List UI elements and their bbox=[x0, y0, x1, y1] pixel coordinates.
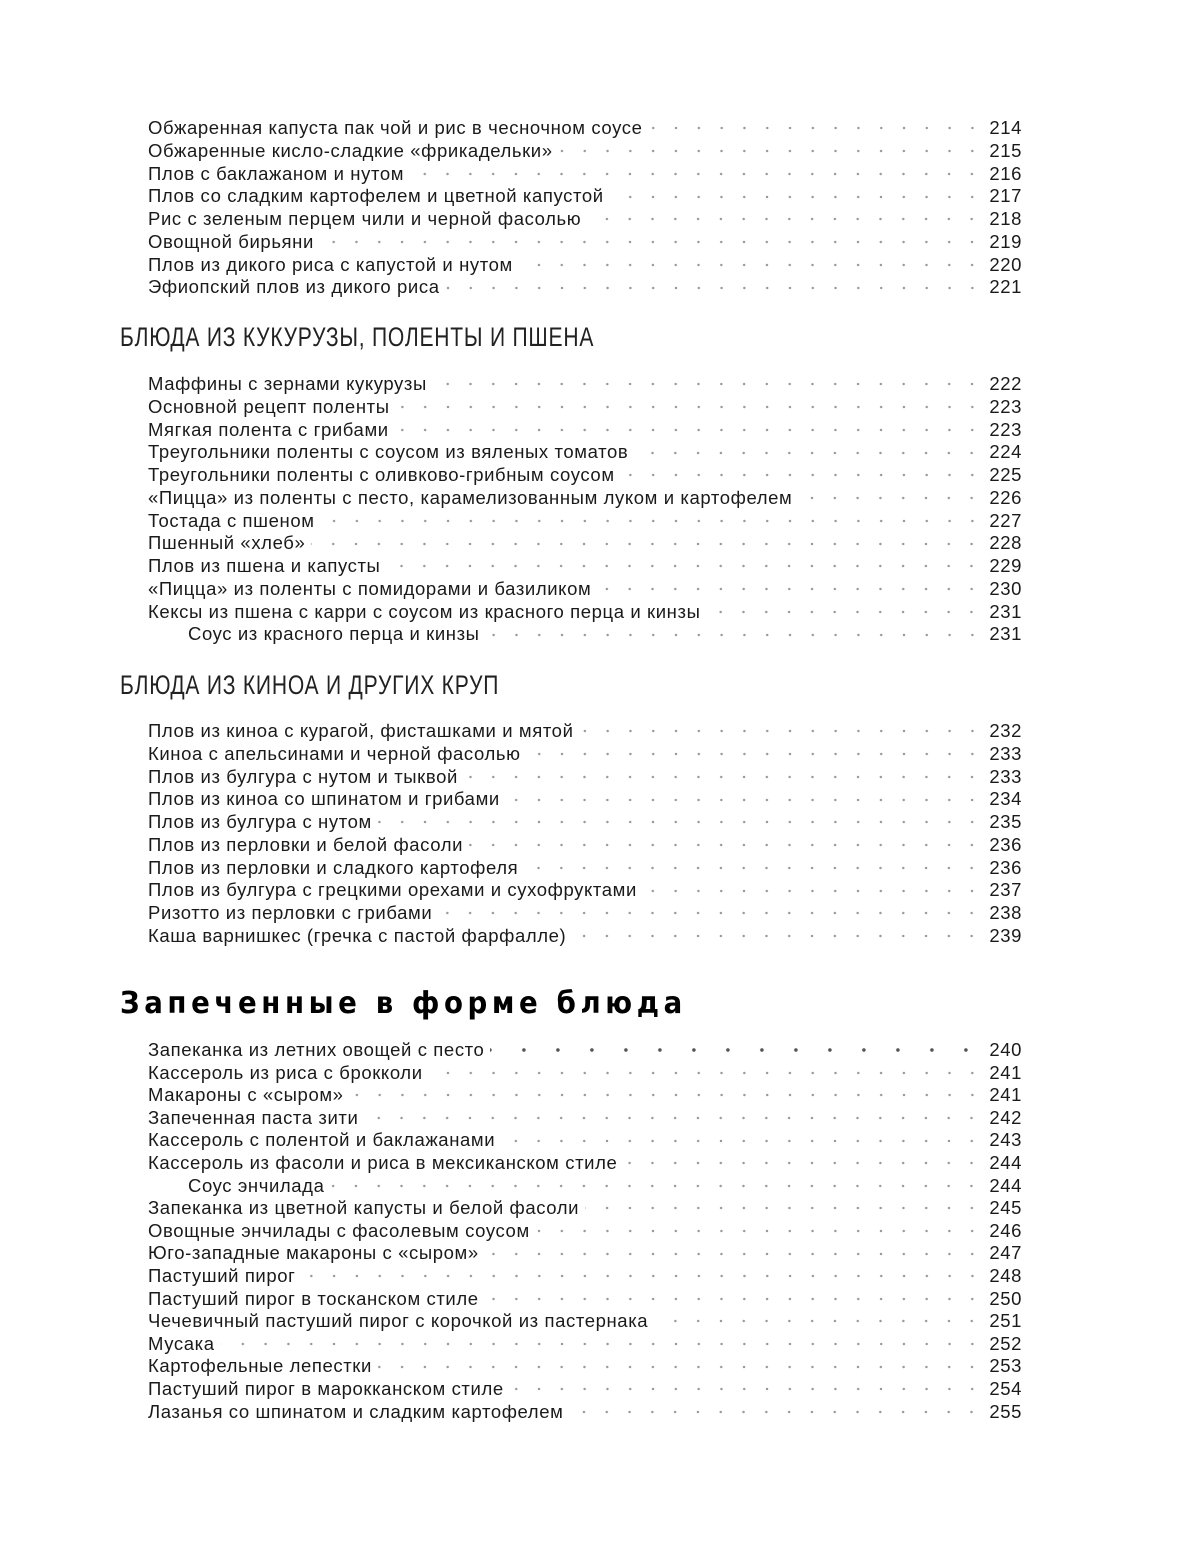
entry-page-number: 245 bbox=[989, 1197, 1022, 1219]
entry-title: Плов со сладким картофелем и цветной капустой bbox=[148, 185, 604, 207]
entry-page-number: 225 bbox=[989, 464, 1022, 485]
entry-page-number: 219 bbox=[989, 230, 1022, 252]
dot-leader bbox=[510, 1386, 984, 1392]
entry-title: Кассероль из риса с брокколи bbox=[148, 1061, 423, 1083]
toc-entry bbox=[148, 140, 1022, 163]
entry-title: Плов из киноа со шпинатом и грибами bbox=[148, 788, 500, 810]
entry-page-number: 251 bbox=[989, 1310, 1022, 1332]
toc-list-quinoa bbox=[148, 720, 1022, 948]
toc-subentry bbox=[148, 1175, 1022, 1198]
toc-entry bbox=[148, 1378, 1022, 1401]
entry-page-number: 244 bbox=[989, 1151, 1022, 1173]
entry-page-number: 234 bbox=[989, 788, 1022, 810]
entry-page-number: 247 bbox=[989, 1242, 1022, 1264]
entry-page-number: 254 bbox=[989, 1377, 1022, 1399]
chapter-heading-baked: Запеченные в форме блюда bbox=[120, 986, 687, 1021]
entry-title: Запеченная паста зити bbox=[148, 1106, 359, 1128]
toc-entry bbox=[148, 487, 1022, 510]
entry-title: Тостада с пшеном bbox=[148, 509, 315, 531]
entry-page-number: 231 bbox=[989, 600, 1022, 622]
entry-title: Основной рецепт поленты bbox=[148, 395, 390, 417]
entry-title: Кексы из пшена с карри с соусом из красного перца и кинзы bbox=[148, 600, 701, 622]
dot-leader bbox=[320, 239, 983, 245]
toc-entry bbox=[148, 441, 1022, 464]
entry-page-number: 236 bbox=[989, 833, 1022, 855]
entry-page-number: 240 bbox=[989, 1039, 1022, 1060]
entry-page-number: 236 bbox=[989, 856, 1022, 878]
entry-title: Рис с зеленым перцем чили и черной фасолью bbox=[148, 208, 582, 229]
dot-leader bbox=[527, 751, 984, 757]
section-heading-quinoa: БЛЮДА ИЗ КИНОА И ДРУГИХ КРУП bbox=[120, 670, 500, 700]
dot-leader bbox=[621, 472, 984, 478]
toc-entry bbox=[148, 555, 1022, 578]
dot-leader bbox=[610, 194, 984, 200]
entry-title: Соус энчилада bbox=[188, 1174, 325, 1196]
dot-leader bbox=[706, 609, 983, 615]
entry-title: «Пицца» из поленты с помидорами и базиликом bbox=[148, 577, 592, 599]
entry-title: Соус из красного перца и кинзы bbox=[188, 623, 480, 645]
entry-title: Чечевичный пастуший пирог с корочкой из пастернака bbox=[148, 1310, 649, 1332]
entry-title: Пастуший пирог в тосканском стиле bbox=[148, 1287, 479, 1309]
dot-leader bbox=[350, 1092, 984, 1098]
dot-leader bbox=[438, 910, 983, 916]
dot-leader bbox=[580, 728, 984, 734]
dot-leader bbox=[649, 125, 984, 131]
entry-page-number: 238 bbox=[989, 902, 1022, 923]
entry-page-number: 250 bbox=[989, 1287, 1022, 1309]
entry-title: Плов из булгура с нутом bbox=[148, 811, 372, 832]
entry-title: Треугольники поленты с оливково-грибным соусом bbox=[148, 464, 615, 485]
dot-leader bbox=[221, 1341, 984, 1347]
toc-entry bbox=[148, 1220, 1022, 1243]
dot-leader bbox=[386, 563, 983, 569]
entry-page-number: 216 bbox=[989, 162, 1022, 184]
dot-leader bbox=[395, 427, 984, 433]
entry-title: Запеканка из цветной капусты и белой фасоли bbox=[148, 1197, 580, 1219]
dot-leader bbox=[378, 1364, 983, 1370]
toc-entry bbox=[148, 231, 1022, 254]
entry-page-number: 235 bbox=[989, 811, 1022, 832]
entry-page-number: 233 bbox=[989, 765, 1022, 787]
toc-entry bbox=[148, 1310, 1022, 1333]
toc-entry bbox=[148, 117, 1022, 140]
entry-title: Овощной бирьяни bbox=[148, 230, 314, 252]
entry-title: Кассероль из фасоли и риса в мексиканском стиле bbox=[148, 1151, 618, 1173]
toc-entry bbox=[148, 902, 1022, 925]
entry-title: Пастуший пирог в марокканском стиле bbox=[148, 1377, 504, 1399]
toc-entry bbox=[148, 925, 1022, 948]
entry-title: Эфиопский плов из дикого риса bbox=[148, 276, 440, 298]
entry-page-number: 215 bbox=[989, 139, 1022, 161]
entry-title: Макароны с «сыром» bbox=[148, 1084, 344, 1106]
dot-leader bbox=[597, 586, 983, 592]
entry-title: Ризотто из перловки с грибами bbox=[148, 902, 433, 923]
entry-page-number: 237 bbox=[989, 879, 1022, 901]
dot-leader bbox=[330, 1183, 983, 1189]
entry-title: Киноа с апельсинами и черной фасолью bbox=[148, 742, 521, 764]
entry-title: Плов из перловки и белой фасоли bbox=[148, 833, 464, 855]
toc-entry bbox=[148, 254, 1022, 277]
entry-page-number: 232 bbox=[989, 720, 1022, 741]
entry-title: Пшенный «хлеб» bbox=[148, 532, 306, 554]
entry-title: Запеканка из летних овощей с песто bbox=[148, 1039, 485, 1060]
entry-title: Картофельные лепестки bbox=[148, 1355, 372, 1377]
entry-page-number: 252 bbox=[989, 1332, 1022, 1354]
toc-entry bbox=[148, 834, 1022, 857]
toc-entry bbox=[148, 1401, 1022, 1424]
toc-entry bbox=[148, 857, 1022, 880]
dot-leader bbox=[469, 842, 983, 848]
toc-list-baked bbox=[148, 1039, 1022, 1423]
toc-entry bbox=[148, 1265, 1022, 1288]
dot-leader bbox=[559, 148, 984, 154]
toc-entry bbox=[148, 1152, 1022, 1175]
dot-leader bbox=[634, 450, 983, 456]
entry-page-number: 218 bbox=[989, 208, 1022, 229]
entry-page-number: 239 bbox=[989, 924, 1022, 946]
toc-entry bbox=[148, 1039, 1022, 1062]
entry-title: Кассероль с полентой и баклажанами bbox=[148, 1129, 496, 1151]
entry-title: Плов с баклажаном и нутом bbox=[148, 162, 405, 184]
dot-leader bbox=[587, 216, 983, 222]
section-heading-corn: БЛЮДА ИЗ КУКУРУЗЫ, ПОЛЕНТЫ И ПШЕНА bbox=[120, 322, 595, 352]
entry-title: Юго-западные макароны с «сыром» bbox=[148, 1242, 479, 1264]
entry-page-number: 229 bbox=[989, 555, 1022, 576]
entry-title: Маффины с зернами кукурузы bbox=[148, 373, 427, 394]
entry-page-number: 241 bbox=[989, 1084, 1022, 1106]
dot-leader bbox=[410, 171, 983, 177]
toc-entry bbox=[148, 419, 1022, 442]
toc-entry bbox=[148, 1355, 1022, 1378]
entry-page-number: 244 bbox=[989, 1174, 1022, 1196]
entry-page-number: 223 bbox=[989, 395, 1022, 417]
entry-page-number: 255 bbox=[989, 1400, 1022, 1422]
dot-leader bbox=[485, 1251, 984, 1257]
entry-page-number: 222 bbox=[989, 373, 1022, 394]
dot-leader bbox=[643, 888, 983, 894]
toc-entry bbox=[148, 208, 1022, 231]
entry-page-number: 227 bbox=[989, 509, 1022, 531]
entry-title: Мусака bbox=[148, 1332, 215, 1354]
entry-title: «Пицца» из поленты с песто, карамелизованным луком и картофелем bbox=[148, 486, 793, 508]
dot-leader bbox=[585, 1205, 983, 1211]
toc-entry bbox=[148, 1107, 1022, 1130]
dot-leader bbox=[396, 404, 984, 410]
toc-list-corn bbox=[148, 373, 1022, 646]
toc-entry bbox=[148, 1062, 1022, 1085]
toc-entry bbox=[148, 578, 1022, 601]
entry-title: Мягкая полента с грибами bbox=[148, 418, 389, 440]
dot-leader bbox=[490, 1046, 983, 1054]
entry-page-number: 241 bbox=[989, 1061, 1022, 1083]
toc-entry bbox=[148, 510, 1022, 533]
dot-leader bbox=[364, 1115, 983, 1121]
entry-title: Плов из булгура с нутом и тыквой bbox=[148, 765, 458, 787]
toc-entry bbox=[148, 396, 1022, 419]
dot-leader bbox=[506, 797, 984, 803]
toc-entry bbox=[148, 464, 1022, 487]
dot-leader bbox=[464, 774, 983, 780]
dot-leader bbox=[569, 1409, 983, 1415]
toc-entry bbox=[148, 1129, 1022, 1152]
entry-page-number: 230 bbox=[989, 577, 1022, 599]
toc-entry bbox=[148, 163, 1022, 186]
toc-entry bbox=[148, 811, 1022, 834]
dot-leader bbox=[302, 1273, 984, 1279]
toc-entry bbox=[148, 1197, 1022, 1220]
toc-entry bbox=[148, 276, 1022, 299]
dot-leader bbox=[433, 381, 983, 387]
entry-page-number: 223 bbox=[989, 418, 1022, 440]
dot-leader bbox=[446, 285, 984, 291]
entry-page-number: 228 bbox=[989, 532, 1022, 554]
dot-leader bbox=[486, 632, 984, 638]
entry-page-number: 253 bbox=[989, 1355, 1022, 1377]
entry-page-number: 226 bbox=[989, 486, 1022, 508]
entry-title: Треугольники поленты с соусом из вяленых томатов bbox=[148, 441, 629, 463]
entry-title: Плов из булгура с грецкими орехами и сухофруктами bbox=[148, 879, 637, 901]
entry-title: Плов из пшена и капусты bbox=[148, 555, 381, 576]
toc-entry bbox=[148, 185, 1022, 208]
toc-entry bbox=[148, 788, 1022, 811]
toc-entry bbox=[148, 1084, 1022, 1107]
entry-page-number: 243 bbox=[989, 1129, 1022, 1151]
dot-leader bbox=[654, 1318, 983, 1324]
dot-leader bbox=[524, 865, 983, 871]
toc-entry bbox=[148, 743, 1022, 766]
entry-page-number: 214 bbox=[989, 117, 1022, 138]
toc-entry bbox=[148, 720, 1022, 743]
entry-title: Пастуший пирог bbox=[148, 1264, 296, 1286]
entry-title: Лазанья со шпинатом и сладким картофелем bbox=[148, 1400, 564, 1422]
entry-page-number: 246 bbox=[989, 1219, 1022, 1241]
toc-entry bbox=[148, 1242, 1022, 1265]
entry-title: Обжаренные кисло-сладкие «фрикадельки» bbox=[148, 139, 553, 161]
entry-page-number: 231 bbox=[989, 623, 1022, 645]
entry-title: Плов из киноа с курагой, фисташками и мятой bbox=[148, 720, 574, 741]
toc-entry bbox=[148, 1333, 1022, 1356]
dot-leader bbox=[429, 1070, 984, 1076]
dot-leader bbox=[485, 1296, 984, 1302]
entry-page-number: 224 bbox=[989, 441, 1022, 463]
entry-title: Каша варнишкес (гречка с пастой фарфалле) bbox=[148, 924, 567, 946]
toc-entry bbox=[148, 373, 1022, 396]
dot-leader bbox=[501, 1138, 983, 1144]
dot-leader bbox=[311, 541, 983, 547]
toc-entry bbox=[148, 879, 1022, 902]
entry-page-number: 242 bbox=[989, 1106, 1022, 1128]
entry-title: Плов из дикого риса с капустой и нутом bbox=[148, 253, 513, 275]
entry-page-number: 248 bbox=[989, 1264, 1022, 1286]
dot-leader bbox=[623, 1160, 983, 1166]
dot-leader bbox=[536, 1228, 984, 1234]
entry-title: Овощные энчилады с фасолевым соусом bbox=[148, 1219, 530, 1241]
dot-leader bbox=[321, 518, 984, 524]
entry-page-number: 220 bbox=[989, 253, 1022, 275]
toc-entry bbox=[148, 601, 1022, 624]
dot-leader bbox=[378, 819, 984, 825]
entry-page-number: 221 bbox=[989, 276, 1022, 298]
toc-entry bbox=[148, 766, 1022, 789]
dot-leader bbox=[572, 933, 983, 939]
entry-page-number: 233 bbox=[989, 742, 1022, 764]
toc-list-rice bbox=[148, 117, 1022, 299]
dot-leader bbox=[519, 262, 983, 268]
dot-leader bbox=[798, 495, 983, 501]
entry-title: Плов из перловки и сладкого картофеля bbox=[148, 856, 519, 878]
toc-entry bbox=[148, 532, 1022, 555]
entry-page-number: 217 bbox=[989, 185, 1022, 207]
entry-title: Обжаренная капуста пак чой и рис в чесночном соусе bbox=[148, 117, 643, 138]
toc-subentry bbox=[148, 623, 1022, 646]
toc-entry bbox=[148, 1288, 1022, 1311]
